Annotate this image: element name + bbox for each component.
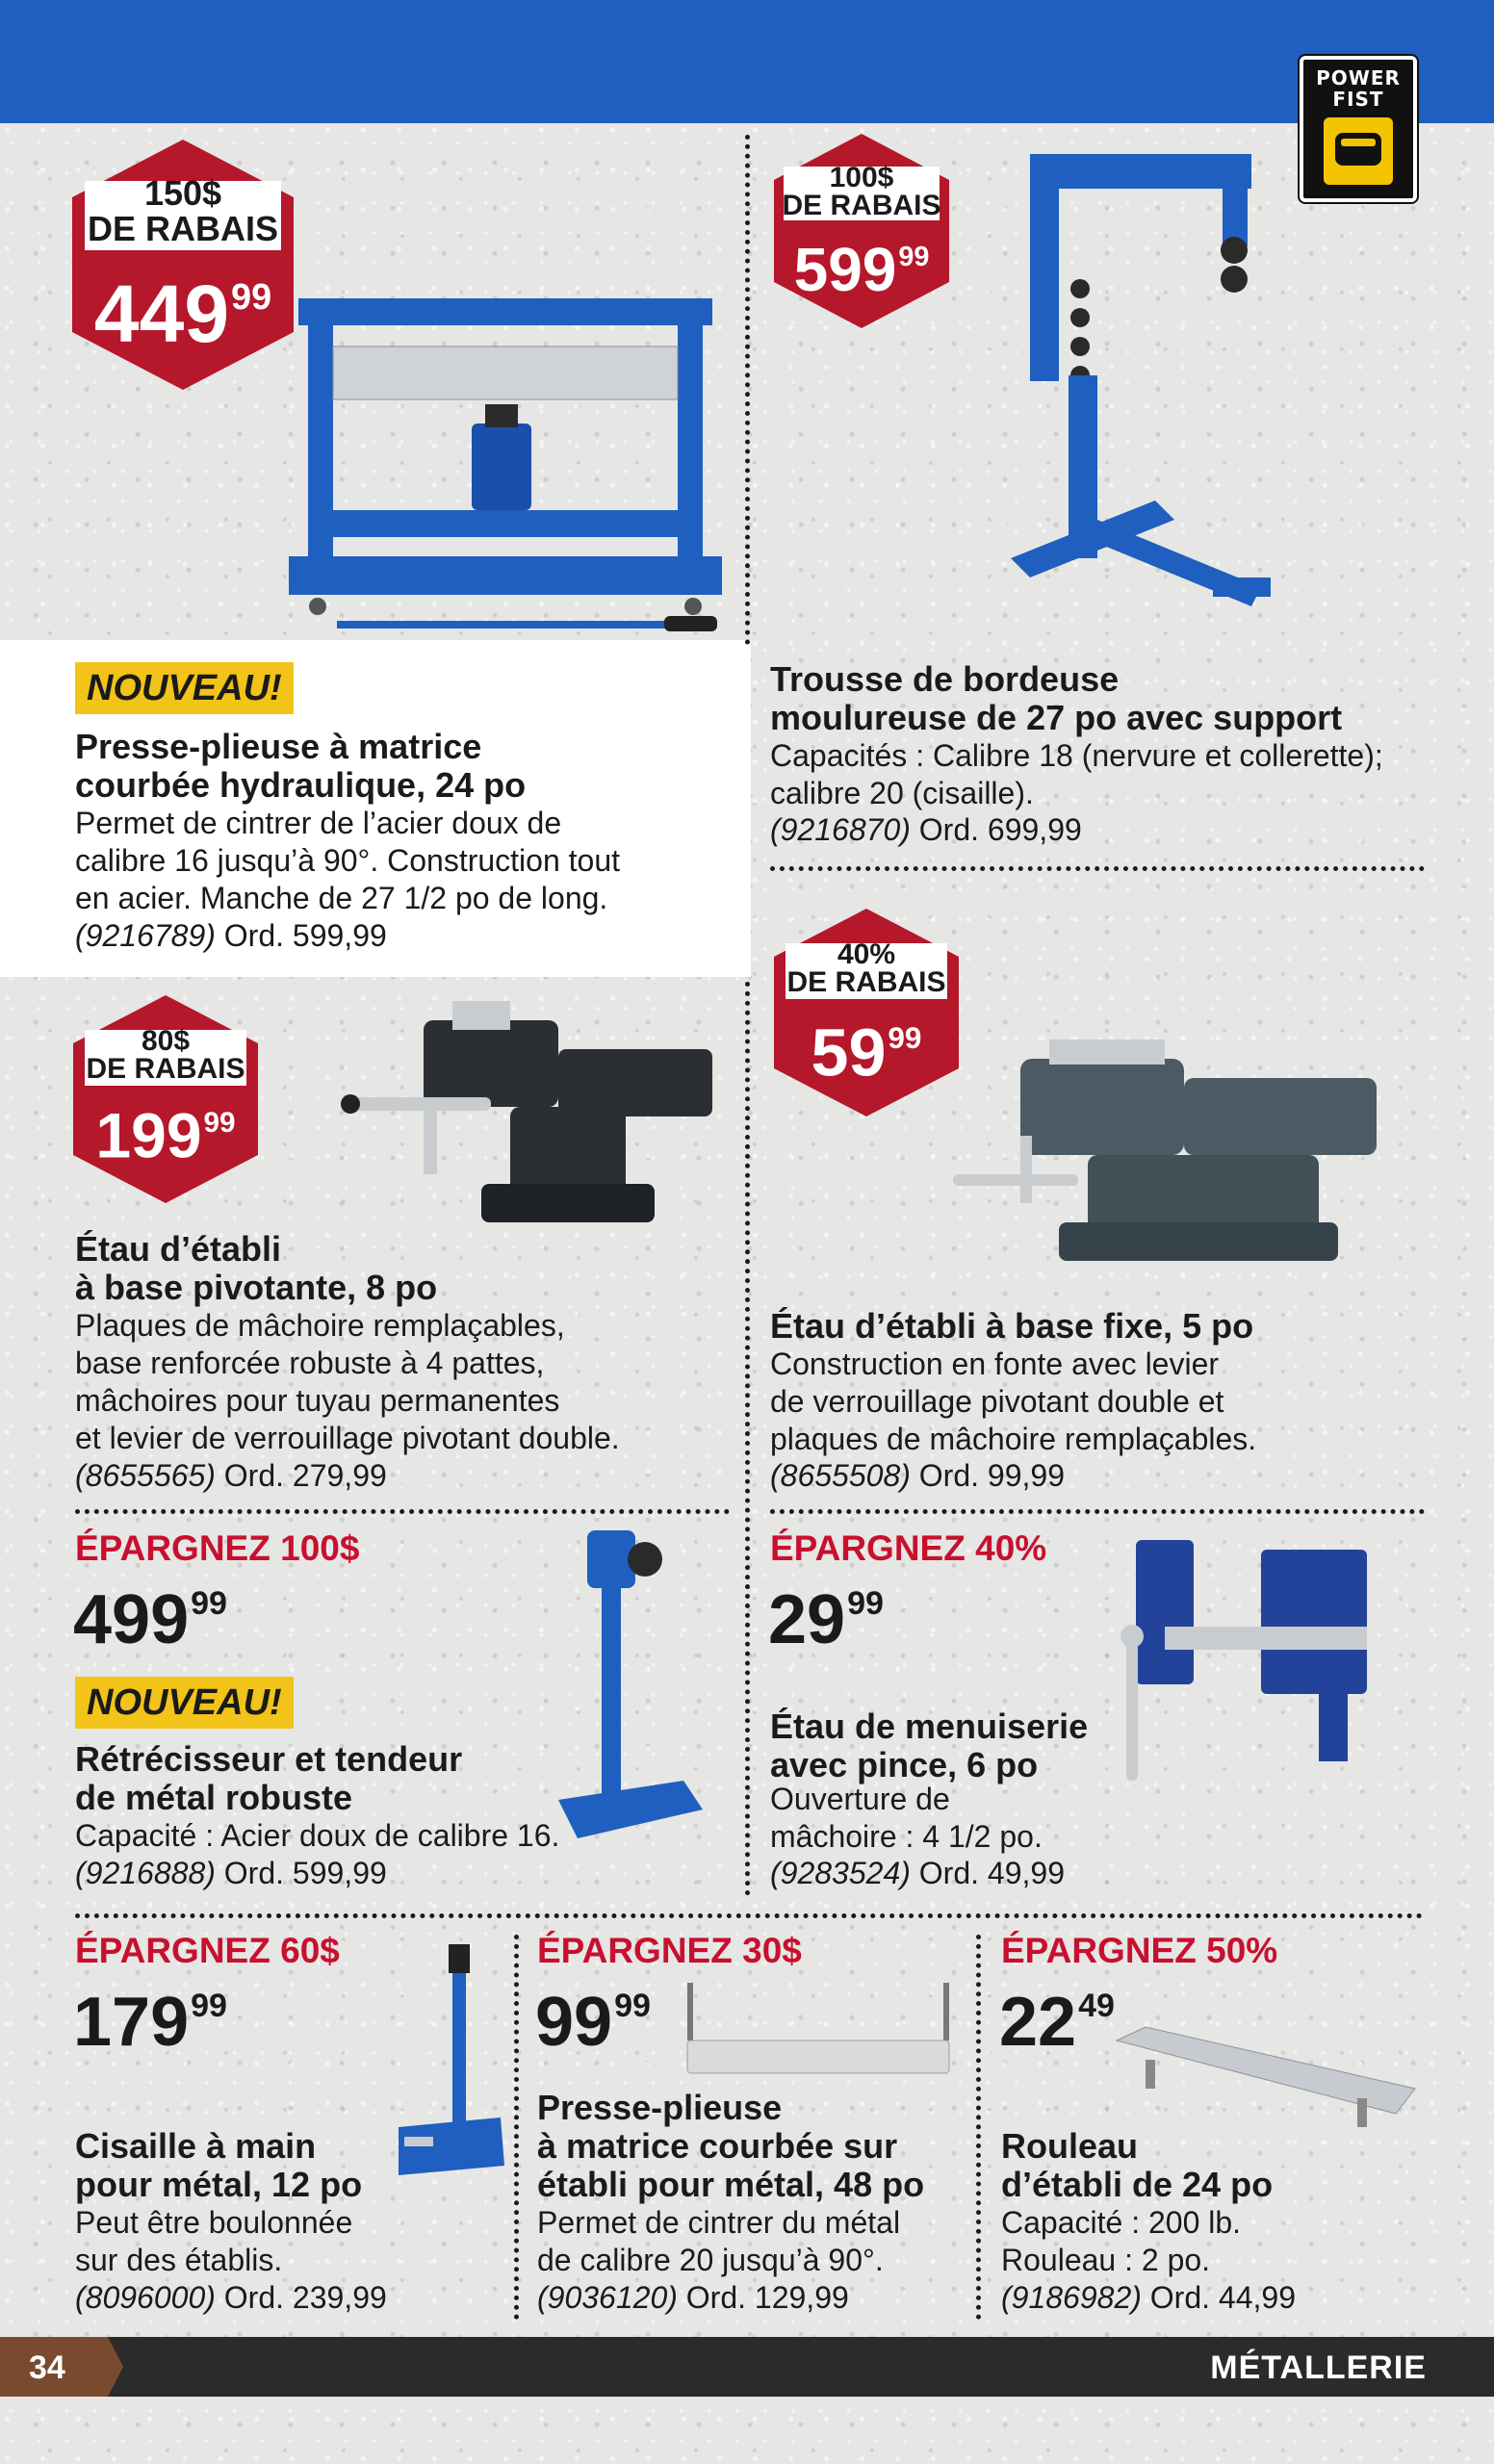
sale-price	[999, 1971, 1115, 2061]
bead-roller-stand-image	[982, 135, 1290, 645]
regular-price: Ord. 599,99	[223, 918, 387, 953]
badge-save-label: DE RABAIS	[786, 966, 946, 998]
divider-horizontal-right-1	[770, 866, 1425, 871]
divider-horizontal-left-2	[75, 1509, 730, 1514]
product-description: Capacités : Calibre 18 (nervure et collerette); calibre 20 (cisaille).	[770, 738, 1383, 810]
regular-price: Ord. 129,99	[685, 2280, 849, 2315]
product-sku-line	[770, 811, 1082, 849]
regular-price: Ord. 239,99	[223, 2280, 387, 2315]
regular-price: Ord. 599,99	[223, 1856, 387, 1890]
price-badge	[69, 991, 262, 1208]
product-sku-line	[75, 1855, 387, 1892]
product-sku-line	[75, 1457, 387, 1495]
product-sku: (9036120)	[537, 2280, 678, 2315]
savings-text: ÉPARGNEZ 30$	[537, 1931, 802, 1970]
product-title: Étau d’établi à base fixe, 5 po	[770, 1306, 1254, 1346]
section-title: MÉTALLERIE	[1210, 2349, 1427, 2386]
badge-price	[67, 254, 298, 360]
product-title: Trousse de bordeuse moulureuse de 27 po avec support	[770, 659, 1343, 737]
new-label: NOUVEAU!	[75, 662, 294, 714]
price-cents: 99	[191, 1585, 227, 1622]
product-title: Cisaille à main pour métal, 12 po	[75, 2126, 363, 2204]
price-dollars: 499	[73, 1581, 190, 1658]
divider-vertical-bottom-2	[976, 1935, 981, 2320]
product-sku: (8655565)	[75, 1458, 216, 1493]
product-title: Rouleau d’établi de 24 po	[1001, 2126, 1274, 2204]
price-badge	[67, 135, 298, 395]
regular-price: Ord. 699,99	[918, 812, 1082, 847]
product-sku: (9216888)	[75, 1856, 216, 1890]
product-title: Presse-plieuse à matrice courbée hydraulique, 24 po	[75, 727, 527, 805]
badge-save-amount: 100$	[829, 162, 894, 193]
price-cents: 99	[231, 277, 272, 318]
top-color-bar	[0, 0, 1494, 123]
product-title: Rétrécisseur et tendeur de métal robuste	[75, 1739, 463, 1817]
savings-text: ÉPARGNEZ 60$	[75, 1931, 340, 1970]
product-sku-line	[75, 917, 387, 955]
product-sku-line	[75, 2279, 387, 2317]
price-cents: 99	[847, 1585, 884, 1622]
regular-price: Ord. 279,99	[223, 1458, 387, 1493]
regular-price: Ord. 49,99	[918, 1856, 1065, 1890]
price-badge	[770, 905, 963, 1121]
product-title: Étau d’établi à base pivotante, 8 po	[75, 1229, 438, 1307]
savings-text: ÉPARGNEZ 40%	[770, 1528, 1047, 1568]
savings-text: ÉPARGNEZ 50%	[1001, 1931, 1278, 1970]
price-dollars: 29	[768, 1581, 846, 1658]
product-description: Permet de cintrer du métal de calibre 20 jusqu’à 90°.	[537, 2205, 901, 2277]
logo-text: POWER FIST	[1316, 66, 1401, 111]
price-dollars: 179	[73, 1984, 190, 2061]
divider-horizontal-bottom	[75, 1913, 1423, 1918]
swivel-vise-image	[327, 991, 732, 1242]
price-cents: 99	[898, 242, 930, 272]
product-description: Capacité : Acier doux de calibre 16.	[75, 1818, 560, 1853]
product-title: Étau de menuiserie avec pince, 6 po	[770, 1707, 1089, 1784]
product-sku: (9216870)	[770, 812, 911, 847]
regular-price: Ord. 99,99	[918, 1458, 1065, 1493]
price-dollars: 199	[95, 1099, 202, 1171]
product-sku: (8655508)	[770, 1458, 911, 1493]
divider-vertical-top	[745, 135, 750, 645]
price-cents: 49	[1078, 1988, 1115, 2024]
divider-vertical-bottom-1	[514, 1935, 519, 2320]
badge-save-label: DE RABAIS	[86, 1053, 245, 1085]
product-sku-line	[537, 2279, 849, 2317]
product-sku: (8096000)	[75, 2280, 216, 2315]
product-title: Presse-plieuse à matrice courbée sur établi pour métal, 48 po	[537, 2088, 925, 2204]
price-dollars: 99	[535, 1984, 613, 2061]
product-description: Plaques de mâchoire remplaçables, base renforcée robuste à 4 pattes, mâchoires pour tuyau permanentes et levier de verrouillage pivotant double.	[75, 1308, 620, 1455]
product-sku-line	[770, 1855, 1065, 1892]
divider-horizontal-right-2	[770, 1509, 1425, 1514]
product-sku: (9283524)	[770, 1856, 911, 1890]
badge-save-amount: 150$	[143, 173, 222, 213]
new-label: NOUVEAU!	[75, 1677, 294, 1729]
product-description: Peut être boulonnée sur des établis.	[75, 2205, 353, 2277]
sale-price	[535, 1971, 651, 2061]
badge-save-amount: 40%	[837, 938, 896, 970]
badge-save-amount: 80$	[141, 1025, 191, 1057]
sale-price	[73, 1971, 227, 2061]
price-badge	[770, 130, 953, 332]
product-sku: (9186982)	[1001, 2280, 1142, 2315]
price-cents: 99	[614, 1988, 651, 2024]
price-dollars: 599	[793, 234, 897, 304]
savings-text: ÉPARGNEZ 100$	[75, 1528, 360, 1568]
bench-brake-image	[674, 1973, 963, 2089]
regular-price: Ord. 44,99	[1149, 2280, 1296, 2315]
page-number: 34	[29, 2349, 65, 2386]
price-dollars: 59	[811, 1014, 887, 1091]
sale-price	[73, 1569, 227, 1658]
product-description: Capacité : 200 lb. Rouleau : 2 po.	[1001, 2205, 1242, 2277]
price-cents: 99	[888, 1020, 922, 1055]
product-sku-line	[770, 1457, 1065, 1495]
price-dollars: 22	[999, 1984, 1077, 2061]
product-description: Permet de cintrer de l’acier doux de calibre 16 jusqu’à 90°. Construction tout en acier. Manche de 27 1/2 po de long.	[75, 806, 621, 915]
badge-save-label: DE RABAIS	[87, 209, 279, 248]
divider-vertical-middle	[745, 982, 750, 1896]
hydraulic-press-brake-image	[279, 289, 732, 645]
product-sku-line	[1001, 2279, 1296, 2317]
product-sku: (9216789)	[75, 918, 216, 953]
badge-save-label: DE RABAIS	[782, 190, 941, 221]
fixed-base-vise-image	[943, 1030, 1396, 1280]
power-fist-logo	[1300, 56, 1417, 202]
price-dollars: 449	[93, 269, 230, 360]
fist-icon	[1324, 117, 1393, 185]
badge-price	[770, 1001, 963, 1089]
badge-price	[69, 1088, 262, 1171]
price-cents: 99	[203, 1107, 236, 1139]
price-cents: 99	[191, 1988, 227, 2024]
product-description: Construction en fonte avec levier de verrouillage pivotant double et plaques de mâchoire remplaçables.	[770, 1347, 1257, 1456]
sale-price	[768, 1569, 884, 1658]
badge-price	[770, 222, 953, 304]
product-description: Ouverture de mâchoire : 4 1/2 po.	[770, 1782, 1043, 1854]
